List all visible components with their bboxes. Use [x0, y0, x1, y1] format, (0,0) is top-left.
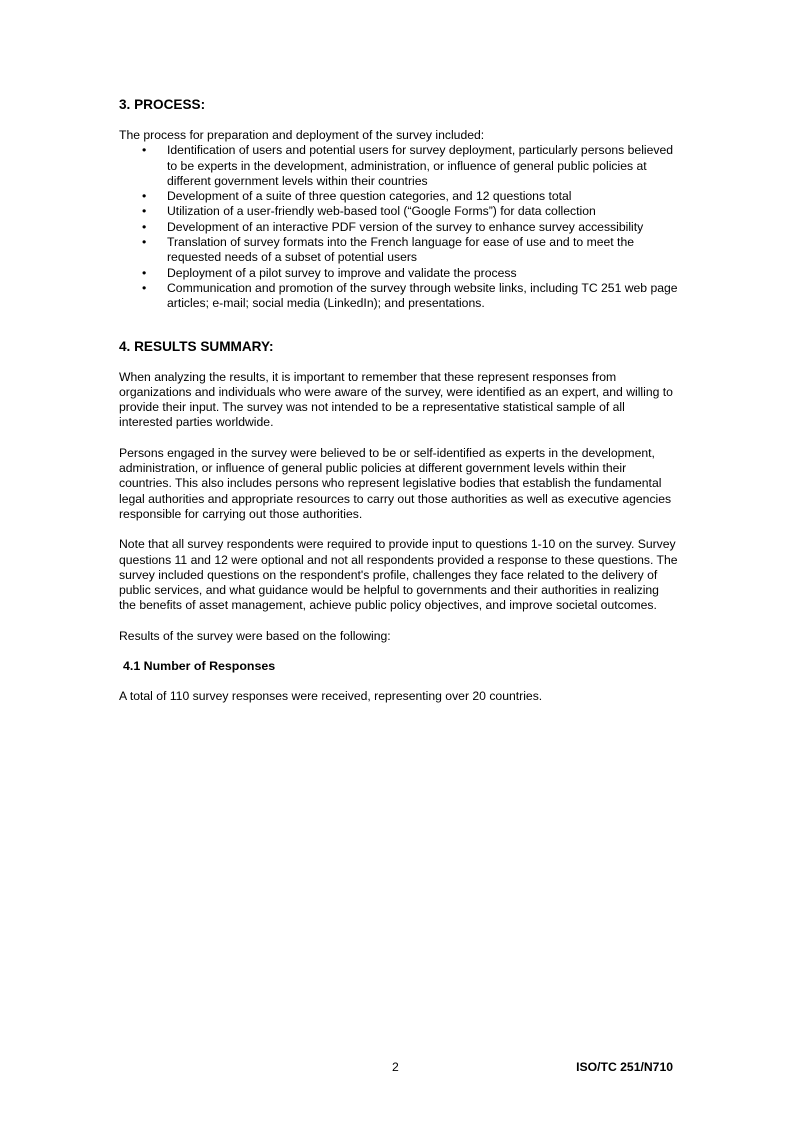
list-item — [119, 204, 679, 219]
bullet-icon: • — [142, 143, 147, 158]
document-id: ISO/TC 251/N710 — [576, 1060, 673, 1074]
list-item — [119, 220, 679, 235]
page-number: 2 — [392, 1060, 399, 1074]
list-item-text: Development of a suite of three question categories, and 12 questions total — [167, 189, 572, 204]
bullet-icon: • — [142, 204, 147, 219]
list-item — [119, 281, 679, 312]
list-item — [119, 189, 679, 204]
list-item-text: Translation of survey formats into the French language for ease of use and to meet the requested needs of a subset of potential users — [167, 235, 634, 265]
number-of-responses-heading: 4.1 Number of Responses — [123, 659, 276, 674]
list-item-text: Communication and promotion of the survey through website links, including TC 251 web page articles; e-mail; social media (LinkedIn); and presentations. — [167, 280, 678, 311]
bullet-icon: • — [142, 265, 147, 280]
bullet-icon: • — [142, 189, 147, 204]
bullet-icon: • — [142, 280, 147, 295]
results-paragraph-3: Note that all survey respondents were required to provide input to questions 1-10 on the survey. Survey questions 11 and 12 were optional and not all respondents provided a response to these questions. The survey included questions on the respondent's profile, challenges they face related to the delivery of public services, and what guidance would be helpful to governments and their authorities in realizing the benefits of asset management, achieve public policy objectives, and improve societal outcomes. — [119, 537, 678, 613]
process-intro: The process for preparation and deployment of the survey included: — [119, 128, 485, 142]
process-bullet-list — [119, 143, 679, 311]
list-item — [119, 235, 679, 266]
results-paragraph-1: When analyzing the results, it is important to remember that these represent responses from organizations and individuals who were aware of the survey, were identified as an expert, and willing to provide their input. The survey was not intended to be a representative statistical sample of all interested parties worldwide. — [119, 369, 673, 430]
results-paragraph-4: Results of the survey were based on the following: — [119, 628, 391, 643]
bullet-icon: • — [142, 235, 147, 250]
results-heading: 4. RESULTS SUMMARY: — [119, 338, 274, 354]
bullet-icon: • — [142, 219, 147, 234]
list-item-text: Utilization of a user-friendly web-based tool (“Google Forms”) for data collection — [167, 204, 596, 219]
list-item-text: Identification of users and potential users for survey deployment, particularly persons believed to be experts in the development, administration, or influence of general public policies at different government levels within their countries — [167, 143, 674, 188]
list-item — [119, 266, 679, 281]
page-content — [119, 96, 679, 704]
process-heading: 3. PROCESS: — [119, 97, 206, 112]
number-of-responses-text: A total of 110 survey responses were received, representing over 20 countries. — [119, 689, 543, 704]
list-item-text: Development of an interactive PDF version of the survey to enhance survey accessibility — [167, 219, 644, 234]
results-paragraph-2: Persons engaged in the survey were believed to be or self-identified as experts in the development, administration, or influence of general public policies at different government levels within their countries. This also includes persons who represent legislative bodies that establish the fundamental legal authorities and appropriate resources to carry out those authorities as well as executive agencies responsible for carrying out those authorities. — [119, 445, 672, 521]
list-item — [119, 143, 679, 189]
list-item-text: Deployment of a pilot survey to improve and validate the process — [167, 265, 517, 280]
